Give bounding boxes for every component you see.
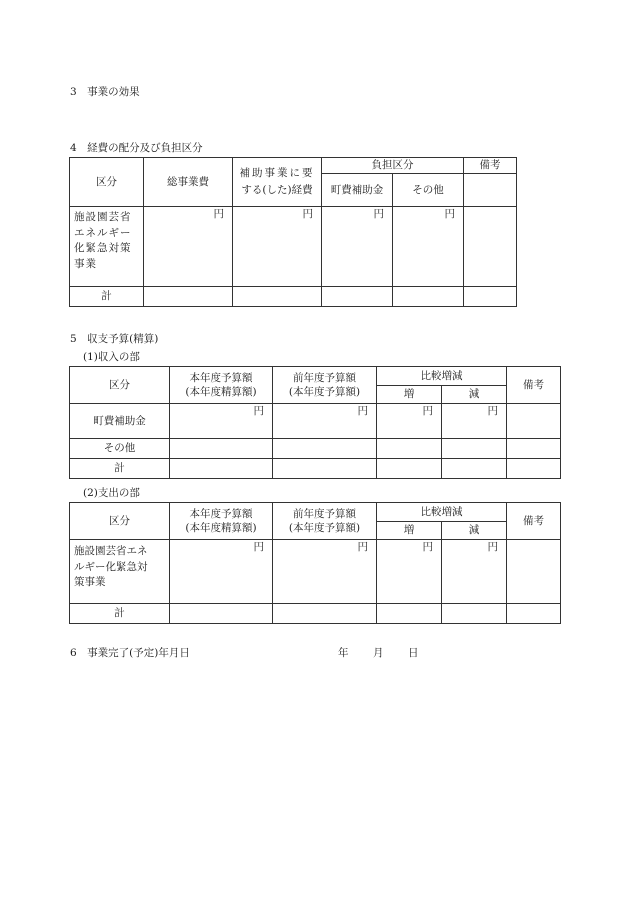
total-label: 計 xyxy=(70,287,144,307)
empty-cell xyxy=(442,459,507,479)
row-label-line: 策事業 xyxy=(74,576,106,588)
empty-cell xyxy=(507,540,561,604)
empty-cell xyxy=(233,287,322,307)
header-previous-line2: (本年度予算額) xyxy=(288,522,361,534)
completion-day-label: 日 xyxy=(408,647,419,659)
row-label-project xyxy=(70,207,144,287)
yen-unit: 円 xyxy=(273,540,377,604)
header-increase: 増 xyxy=(377,386,442,404)
empty-cell xyxy=(377,604,442,624)
row-label-other: その他 xyxy=(70,439,170,459)
expense-section-title: (2)支出の部 xyxy=(83,487,140,499)
section6-title: 6 事業完了(予定)年月日 xyxy=(70,647,190,659)
empty-cell xyxy=(144,287,233,307)
income-section-title: (1)収入の部 xyxy=(83,351,140,363)
empty-cell xyxy=(377,459,442,479)
empty-cell xyxy=(322,287,393,307)
empty-cell xyxy=(507,604,561,624)
empty-cell xyxy=(273,459,377,479)
header-previous-line1: 前年度予算額 xyxy=(293,372,356,384)
header-current-line1: 本年度予算額 xyxy=(189,372,253,384)
completion-year-label: 年 xyxy=(338,647,349,659)
income-table xyxy=(69,366,561,479)
row-label-project xyxy=(70,540,170,604)
empty-cell xyxy=(507,459,561,479)
empty-cell xyxy=(273,604,377,624)
header-current-year xyxy=(170,503,273,540)
header-previous-line1: 前年度予算額 xyxy=(293,508,356,520)
empty-cell xyxy=(393,287,464,307)
header-previous-line2: (本年度予算額) xyxy=(288,386,361,398)
header-remarks: 備考 xyxy=(507,367,561,404)
completion-month-label: 月 xyxy=(373,647,384,659)
header-town-subsidy: 町費補助金 xyxy=(322,174,393,207)
expense-table xyxy=(69,502,561,624)
header-subsidy-cost-line1: 補助事業に要 xyxy=(239,167,315,179)
empty-cell xyxy=(464,207,517,287)
header-subsidy-cost-line2: する(した)経費 xyxy=(241,184,313,196)
budget-allocation-table xyxy=(69,157,517,307)
yen-unit: 円 xyxy=(233,207,322,287)
header-total-cost: 総事業費 xyxy=(144,158,233,207)
header-current-line2: (本年度精算額) xyxy=(185,386,257,398)
yen-unit: 円 xyxy=(393,207,464,287)
header-subsidy-cost xyxy=(233,158,322,207)
header-burden: 負担区分 xyxy=(322,158,464,174)
empty-cell xyxy=(170,439,273,459)
header-remarks: 備考 xyxy=(464,158,517,174)
empty-cell xyxy=(507,439,561,459)
header-kubun: 区分 xyxy=(70,158,144,207)
yen-unit: 円 xyxy=(144,207,233,287)
empty-cell xyxy=(442,604,507,624)
row-label-line: 事業 xyxy=(74,257,97,270)
yen-unit: 円 xyxy=(377,404,442,439)
header-decrease: 減 xyxy=(442,522,507,540)
section4-title: 4 経費の配分及び負担区分 xyxy=(70,142,203,154)
section5-title: 5 収支予算(精算) xyxy=(70,333,159,345)
header-other: その他 xyxy=(393,174,464,207)
header-compare: 比較増減 xyxy=(377,503,507,522)
header-compare: 比較増減 xyxy=(377,367,507,386)
row-label-line: エネルギー xyxy=(74,226,132,239)
header-increase: 増 xyxy=(377,522,442,540)
header-decrease: 減 xyxy=(442,386,507,404)
yen-unit: 円 xyxy=(442,404,507,439)
section3-title: 3 事業の効果 xyxy=(70,86,140,98)
header-previous-year xyxy=(273,367,377,404)
empty-cell xyxy=(377,439,442,459)
empty-cell xyxy=(442,439,507,459)
empty-cell xyxy=(170,604,273,624)
empty-cell xyxy=(507,404,561,439)
header-current-line1: 本年度予算額 xyxy=(189,508,253,520)
header-kubun: 区分 xyxy=(70,503,170,540)
row-label-line: 施設園芸省エネ xyxy=(74,545,148,557)
yen-unit: 円 xyxy=(442,540,507,604)
row-label-line: 化緊急対策 xyxy=(74,242,132,254)
yen-unit: 円 xyxy=(170,540,273,604)
empty-cell xyxy=(170,459,273,479)
empty-cell xyxy=(464,287,517,307)
row-label-line: ルギー化緊急対 xyxy=(74,560,148,573)
row-label-town-subsidy: 町費補助金 xyxy=(70,404,170,439)
yen-unit: 円 xyxy=(273,404,377,439)
total-label: 計 xyxy=(70,459,170,479)
yen-unit: 円 xyxy=(322,207,393,287)
yen-unit: 円 xyxy=(377,540,442,604)
header-current-line2: (本年度精算額) xyxy=(185,522,257,534)
row-label-line: 施設園芸省 xyxy=(74,211,132,223)
yen-unit: 円 xyxy=(170,404,273,439)
header-kubun: 区分 xyxy=(70,367,170,404)
header-previous-year xyxy=(273,503,377,540)
header-remarks: 備考 xyxy=(507,503,561,540)
total-label: 計 xyxy=(70,604,170,624)
header-remarks-blank xyxy=(464,174,517,207)
empty-cell xyxy=(273,439,377,459)
header-current-year xyxy=(170,367,273,404)
